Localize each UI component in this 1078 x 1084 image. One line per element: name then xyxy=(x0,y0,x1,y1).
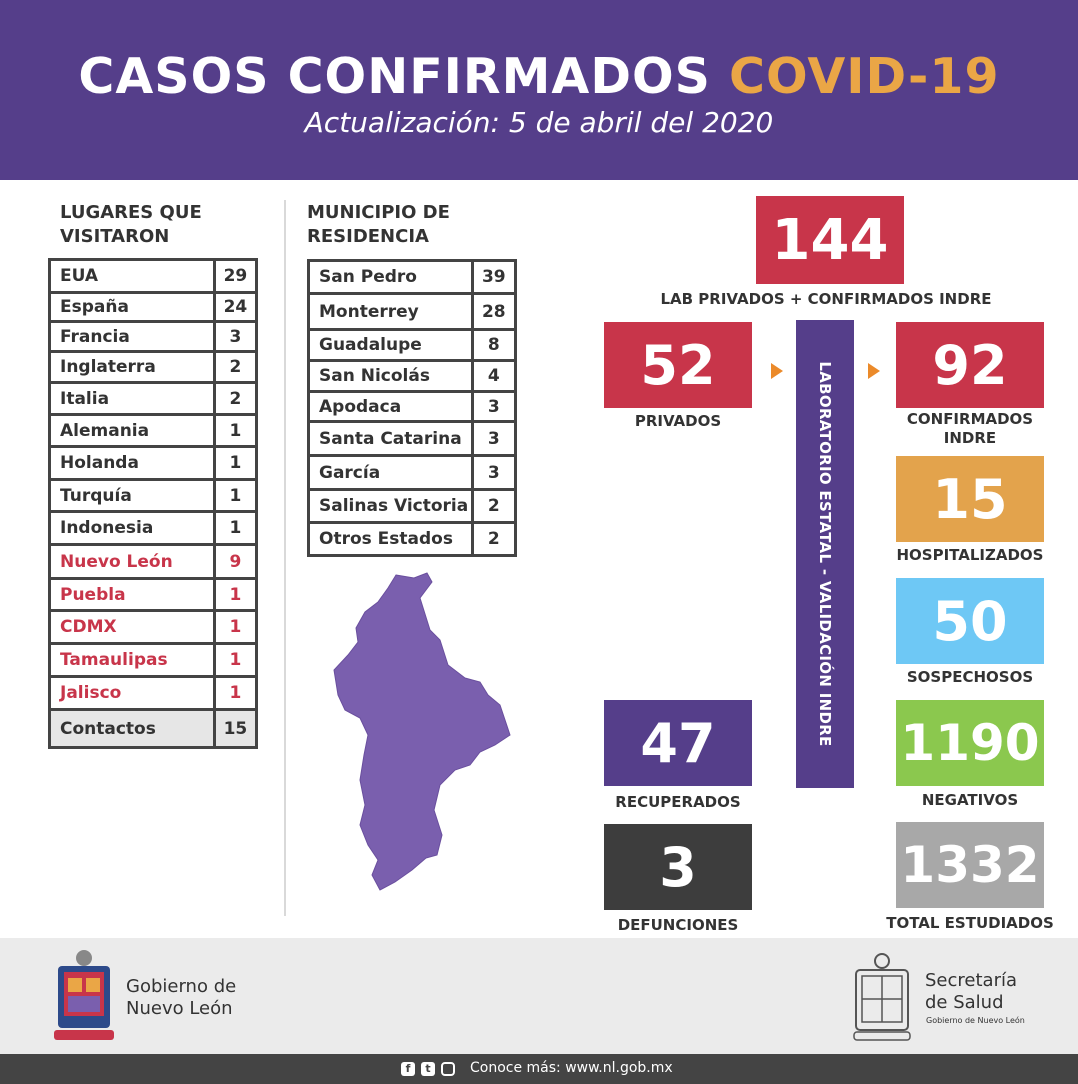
total-value: 144 xyxy=(771,207,889,273)
sospechosos-value: 50 xyxy=(932,589,1008,653)
total-label: LAB PRIVADOS + CONFIRMADOS INDRE xyxy=(660,290,992,308)
page-title xyxy=(0,48,1078,105)
table-row xyxy=(309,490,516,523)
municipio-table xyxy=(307,259,517,557)
privados-value: 52 xyxy=(640,333,716,397)
row-name: Holanda xyxy=(50,447,215,480)
row-name: CDMX xyxy=(50,611,215,644)
row-value: 2 xyxy=(214,383,256,415)
row-name: García xyxy=(309,456,473,490)
table-row xyxy=(309,422,516,456)
municipio-heading xyxy=(307,201,450,249)
table-row xyxy=(50,579,257,611)
row-name: España xyxy=(50,293,215,322)
table-row xyxy=(50,383,257,415)
row-name: Turquía xyxy=(50,480,215,512)
table-row xyxy=(309,456,516,490)
table-row xyxy=(50,611,257,644)
row-value: 9 xyxy=(214,545,256,579)
column-divider xyxy=(284,200,286,916)
row-name: Tamaulipas xyxy=(50,644,215,677)
row-value: 1 xyxy=(214,512,256,545)
table-row xyxy=(309,361,516,392)
row-value: 1 xyxy=(214,579,256,611)
confirmados-label-line1: CONFIRMADOS xyxy=(906,410,1034,428)
gobierno-nl-crest-logo xyxy=(50,948,118,1046)
twitter-icon[interactable]: t xyxy=(421,1062,435,1076)
row-value: 29 xyxy=(214,260,256,293)
row-name: Inglaterra xyxy=(50,352,215,383)
row-name: Jalisco xyxy=(50,677,215,710)
row-value: 1 xyxy=(214,611,256,644)
instagram-icon[interactable] xyxy=(441,1062,455,1076)
privados-box xyxy=(604,322,752,408)
total-box xyxy=(756,196,904,284)
table-row xyxy=(50,352,257,383)
confirmados-label xyxy=(880,410,1060,448)
salud-line1: Secretaría xyxy=(925,970,1017,991)
row-value: 8 xyxy=(472,330,515,361)
estudiados-label: TOTAL ESTUDIADOS xyxy=(886,914,1054,932)
row-name: Puebla xyxy=(50,579,215,611)
row-value: 3 xyxy=(472,456,515,490)
estudiados-value: 1332 xyxy=(900,836,1040,894)
secretaria-salud-crest-logo xyxy=(850,950,914,1044)
table-row xyxy=(309,294,516,330)
municipio-heading-line1: MUNICIPIO DE xyxy=(307,202,450,223)
update-date: Actualización: 5 de abril del 2020 xyxy=(304,106,774,139)
salud-line2: de Salud xyxy=(925,992,1004,1013)
recuperados-value: 47 xyxy=(640,711,716,775)
row-value: 1 xyxy=(214,480,256,512)
sospechosos-box xyxy=(896,578,1044,664)
privados-label: PRIVADOS xyxy=(634,412,722,430)
table-row xyxy=(50,644,257,677)
table-row xyxy=(50,322,257,352)
secretaria-salud-name xyxy=(925,970,1017,1014)
row-name: Francia xyxy=(50,322,215,352)
arrow-right-icon xyxy=(771,363,783,379)
table-row xyxy=(309,261,516,294)
website-link[interactable]: Conoce más: www.nl.gob.mx xyxy=(470,1060,673,1076)
row-name: Salinas Victoria xyxy=(309,490,473,523)
table-row xyxy=(50,710,257,748)
defunciones-value: 3 xyxy=(659,835,697,899)
table-row xyxy=(309,330,516,361)
table-row xyxy=(309,523,516,556)
hospitalizados-label: HOSPITALIZADOS xyxy=(896,546,1044,564)
footer xyxy=(0,938,1078,1054)
confirmados-label-line2: INDRE xyxy=(943,429,997,447)
lugares-heading-line2: VISITARON xyxy=(60,226,170,247)
row-value: 2 xyxy=(214,352,256,383)
row-value: 3 xyxy=(472,392,515,422)
row-name: San Nicolás xyxy=(309,361,473,392)
table-row xyxy=(50,260,257,293)
facebook-icon[interactable]: f xyxy=(401,1062,415,1076)
title-main: CASOS CONFIRMADOS xyxy=(78,48,711,105)
lugares-table xyxy=(48,258,258,749)
negativos-box xyxy=(896,700,1044,786)
row-name: Italia xyxy=(50,383,215,415)
salud-subtitle: Gobierno de Nuevo León xyxy=(926,1016,1025,1025)
table-row xyxy=(50,447,257,480)
arrow-right-icon xyxy=(868,363,880,379)
sospechosos-label: SOSPECHOSOS xyxy=(906,668,1034,686)
table-row xyxy=(50,512,257,545)
municipio-heading-line2: RESIDENCIA xyxy=(307,226,429,247)
header-banner xyxy=(0,0,1078,180)
lugares-heading xyxy=(60,201,202,249)
gobierno-line2: Nuevo León xyxy=(126,998,233,1019)
table-row xyxy=(50,677,257,710)
row-name: Otros Estados xyxy=(309,523,473,556)
gobierno-nl-name xyxy=(126,976,236,1020)
row-value: 3 xyxy=(472,422,515,456)
row-name: Monterrey xyxy=(309,294,473,330)
row-name: Guadalupe xyxy=(309,330,473,361)
negativos-label: NEGATIVOS xyxy=(921,791,1019,809)
table-row xyxy=(50,293,257,322)
laboratorio-label: LABORATORIO ESTATAL - VALIDACIÓN INDRE xyxy=(816,361,834,747)
row-value: 39 xyxy=(472,261,515,294)
confirmados-box xyxy=(896,322,1044,408)
bottom-bar xyxy=(0,1054,1078,1084)
recuperados-box xyxy=(604,700,752,786)
row-value: 2 xyxy=(472,490,515,523)
row-value: 28 xyxy=(472,294,515,330)
nuevo-leon-map-shape xyxy=(334,573,510,890)
row-value: 1 xyxy=(214,677,256,710)
table-row xyxy=(50,480,257,512)
row-name: Nuevo León xyxy=(50,545,215,579)
row-name: EUA xyxy=(50,260,215,293)
row-value: 15 xyxy=(214,710,256,748)
title-accent: COVID-19 xyxy=(729,48,1000,105)
row-name: Alemania xyxy=(50,415,215,447)
gobierno-line1: Gobierno de xyxy=(126,976,237,997)
row-value: 2 xyxy=(472,523,515,556)
row-value: 3 xyxy=(214,322,256,352)
row-value: 4 xyxy=(472,361,515,392)
row-name: Santa Catarina xyxy=(309,422,473,456)
row-name: San Pedro xyxy=(309,261,473,294)
row-value: 1 xyxy=(214,644,256,677)
estudiados-box xyxy=(896,822,1044,908)
row-name: Contactos xyxy=(50,710,215,748)
hospitalizados-box xyxy=(896,456,1044,542)
lugares-heading-line1: LUGARES QUE xyxy=(60,202,202,223)
row-value: 1 xyxy=(214,447,256,480)
row-value: 24 xyxy=(214,293,256,322)
confirmados-value: 92 xyxy=(932,333,1008,397)
table-row xyxy=(50,545,257,579)
negativos-value: 1190 xyxy=(900,714,1040,772)
recuperados-label: RECUPERADOS xyxy=(615,793,741,811)
defunciones-label: DEFUNCIONES xyxy=(617,916,739,934)
row-name: Apodaca xyxy=(309,392,473,422)
hospitalizados-value: 15 xyxy=(932,467,1008,531)
table-row xyxy=(50,415,257,447)
nuevo-leon-map xyxy=(330,570,515,895)
laboratorio-bar xyxy=(796,320,854,788)
table-row xyxy=(309,392,516,422)
defunciones-box xyxy=(604,824,752,910)
row-name: Indonesia xyxy=(50,512,215,545)
row-value: 1 xyxy=(214,415,256,447)
